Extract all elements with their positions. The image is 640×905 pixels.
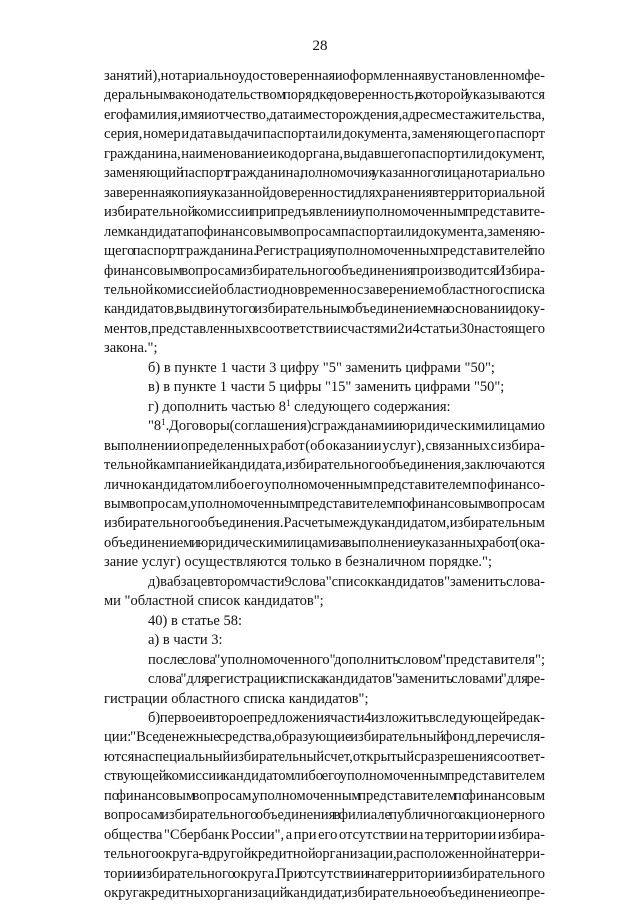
text-line [104, 242, 545, 261]
text-line [104, 806, 545, 825]
text-line-content: д) в абзаце втором части 9 слова "список кандидатов" заменить слова- [148, 573, 545, 590]
text-line-content: 40) в статье 58: [148, 612, 242, 629]
text-line-content: объединением и юридическими лицами за выполнение указанных работ (ока- [104, 534, 545, 551]
superscript: 1 [286, 397, 291, 408]
text-line [104, 592, 545, 611]
text-line-content: тельной комиссией области одновременно с заверением областного списка [104, 281, 545, 298]
text-line-content: выполнении определенных работ (об оказании услуг), связанных с избира- [104, 437, 545, 454]
text-line [104, 651, 545, 670]
text-line-content: вопросам избирательного объединения в филиале публичного акционерного [104, 807, 545, 824]
text-line [104, 767, 545, 786]
text-line-content: заменяющий паспорт гражданина, полномочия указанного лица, нотариально [104, 165, 545, 182]
text-line-content: занятий), нотариально удостоверенная и оформленная в установленном фе- [104, 68, 545, 84]
text-line [104, 456, 545, 475]
text-line-content: округа кредитных организаций кандидат, избирательное объединение опре- [104, 885, 545, 902]
text-line [104, 845, 545, 864]
text-line [104, 417, 545, 436]
text-line [104, 300, 545, 319]
text-line [104, 495, 545, 514]
text-line-content: щего паспорт гражданина. Регистрация уполномоченных представителей по [104, 243, 545, 260]
text-line [104, 339, 545, 358]
text-line [104, 320, 545, 339]
text-line-content: лем кандидата по финансовым вопросам паспорта или документа, заменяю- [104, 223, 545, 240]
text-fragment: следующего содержания: [290, 398, 451, 415]
text-line-content: его фамилия, имя и отчество, дата и место рождения, адрес места жительства, [104, 106, 545, 123]
text-line-content: заверенная копия указанной доверенности для хранения в территориальной [104, 184, 545, 201]
text-line [104, 514, 545, 533]
text-line-content: тории избирательного округа. При отсутствии на территории избирательного [104, 865, 545, 882]
text-line-content: гистрации областного списка кандидатов"; [104, 690, 369, 707]
text-line-content: серия, номер и дата выдачи паспорта или документа, заменяющего паспорт [104, 126, 545, 143]
text-line [104, 690, 545, 709]
text-line [104, 670, 545, 689]
text-line-content: после слова "уполномоченного" дополнить словом "представителя"; [148, 651, 545, 668]
text-line [104, 787, 545, 806]
text-line-content: деральным законодательством порядке доверенность, в которой указываются [104, 87, 545, 104]
text-line [104, 709, 545, 728]
body-text [104, 67, 545, 903]
text-line-content: по финансовым вопросам, уполномоченным представителем по финансовым [104, 787, 545, 804]
text-line-content: ции: "Все денежные средства, образующие избирательный фонд, перечисля- [104, 729, 545, 746]
text-line [104, 145, 545, 164]
text-fragment: г) дополнить частью 8 [148, 398, 286, 415]
text-line-content: общества "Сбербанк России", а при его отсутствии на территории избира- [104, 826, 545, 843]
text-line [104, 125, 545, 144]
text-line-content: слова "для регистрации списка кандидатов" заменить словами "для ре- [148, 671, 545, 688]
text-line [104, 86, 545, 105]
text-line-content [148, 399, 451, 415]
text-line [104, 826, 545, 845]
text-line [104, 612, 545, 631]
page-number: 28 [312, 38, 328, 54]
text-fragment: . Договоры (соглашения) с гражданами и юридическими лицами о [165, 418, 545, 435]
text-line [104, 262, 545, 281]
text-line [104, 223, 545, 242]
text-line-content: избирательного объединения. Расчеты между кандидатом, избирательным [104, 515, 545, 532]
text-line-content: вым вопросам, уполномоченным представителем по финансовым вопросам [104, 495, 545, 512]
text-line-content: ми "областной список кандидатов"; [104, 593, 324, 610]
text-line [104, 184, 545, 203]
text-line [104, 865, 545, 884]
text-fragment: "8 [148, 418, 162, 435]
text-line-content: кандидатов, выдвинутого избирательным объединением на основании доку- [104, 301, 545, 318]
text-line [104, 476, 545, 495]
text-line [104, 573, 545, 592]
text-line-content: ствующей комиссии кандидатом либо его уполномоченным представителем [104, 768, 545, 785]
text-line [104, 748, 545, 767]
text-line [104, 164, 545, 183]
text-line [104, 106, 545, 125]
text-line-content: а) в части 3: [148, 632, 223, 649]
text-line-content: ются на специальный избирательный счет, открытый с разрешения соответ- [104, 748, 545, 765]
text-line [104, 203, 545, 222]
text-line [104, 378, 545, 397]
text-line [104, 553, 545, 572]
superscript: 1 [161, 417, 166, 428]
text-line [104, 534, 545, 553]
text-line [104, 281, 545, 300]
text-line-content: ментов, представленных в соответствии с частями 2 и 4 статьи 30 настоящего [104, 320, 545, 337]
text-line-content: зание услуг) осуществляются только в безналичном порядке."; [104, 554, 492, 571]
text-line [104, 398, 545, 417]
text-line [104, 359, 545, 378]
text-line-content: тельной кампанией кандидата, избирательного объединения, заключаются [104, 457, 545, 474]
text-line-content: гражданина, наименование и код органа, выдавшего паспорт или документ, [104, 145, 545, 162]
text-line-content: закона."; [104, 340, 158, 357]
text-line-content: избирательной комиссии при предъявлении уполномоченным представите- [104, 204, 545, 221]
text-line-content [148, 418, 545, 434]
text-line [104, 728, 545, 747]
text-line-content: в) в пункте 1 части 5 цифры "15" заменить цифрами "50"; [148, 379, 505, 396]
text-line-content: б) в пункте 1 части 3 цифру "5" заменить цифрами "50"; [148, 359, 495, 376]
text-line [104, 67, 545, 86]
text-line [104, 884, 545, 903]
text-line-content: тельного округа - в другой кредитной организации, расположенной на терри- [104, 846, 545, 863]
text-line-content: финансовым вопросам избирательного объединения производится Избира- [104, 262, 545, 279]
text-line-content: лично кандидатом либо его уполномоченным представителем по финансо- [104, 476, 545, 493]
text-line-content: б) первое и второе предложения части 4 изложить в следующей редак- [148, 709, 545, 726]
text-line [104, 631, 545, 650]
text-line [104, 437, 545, 456]
